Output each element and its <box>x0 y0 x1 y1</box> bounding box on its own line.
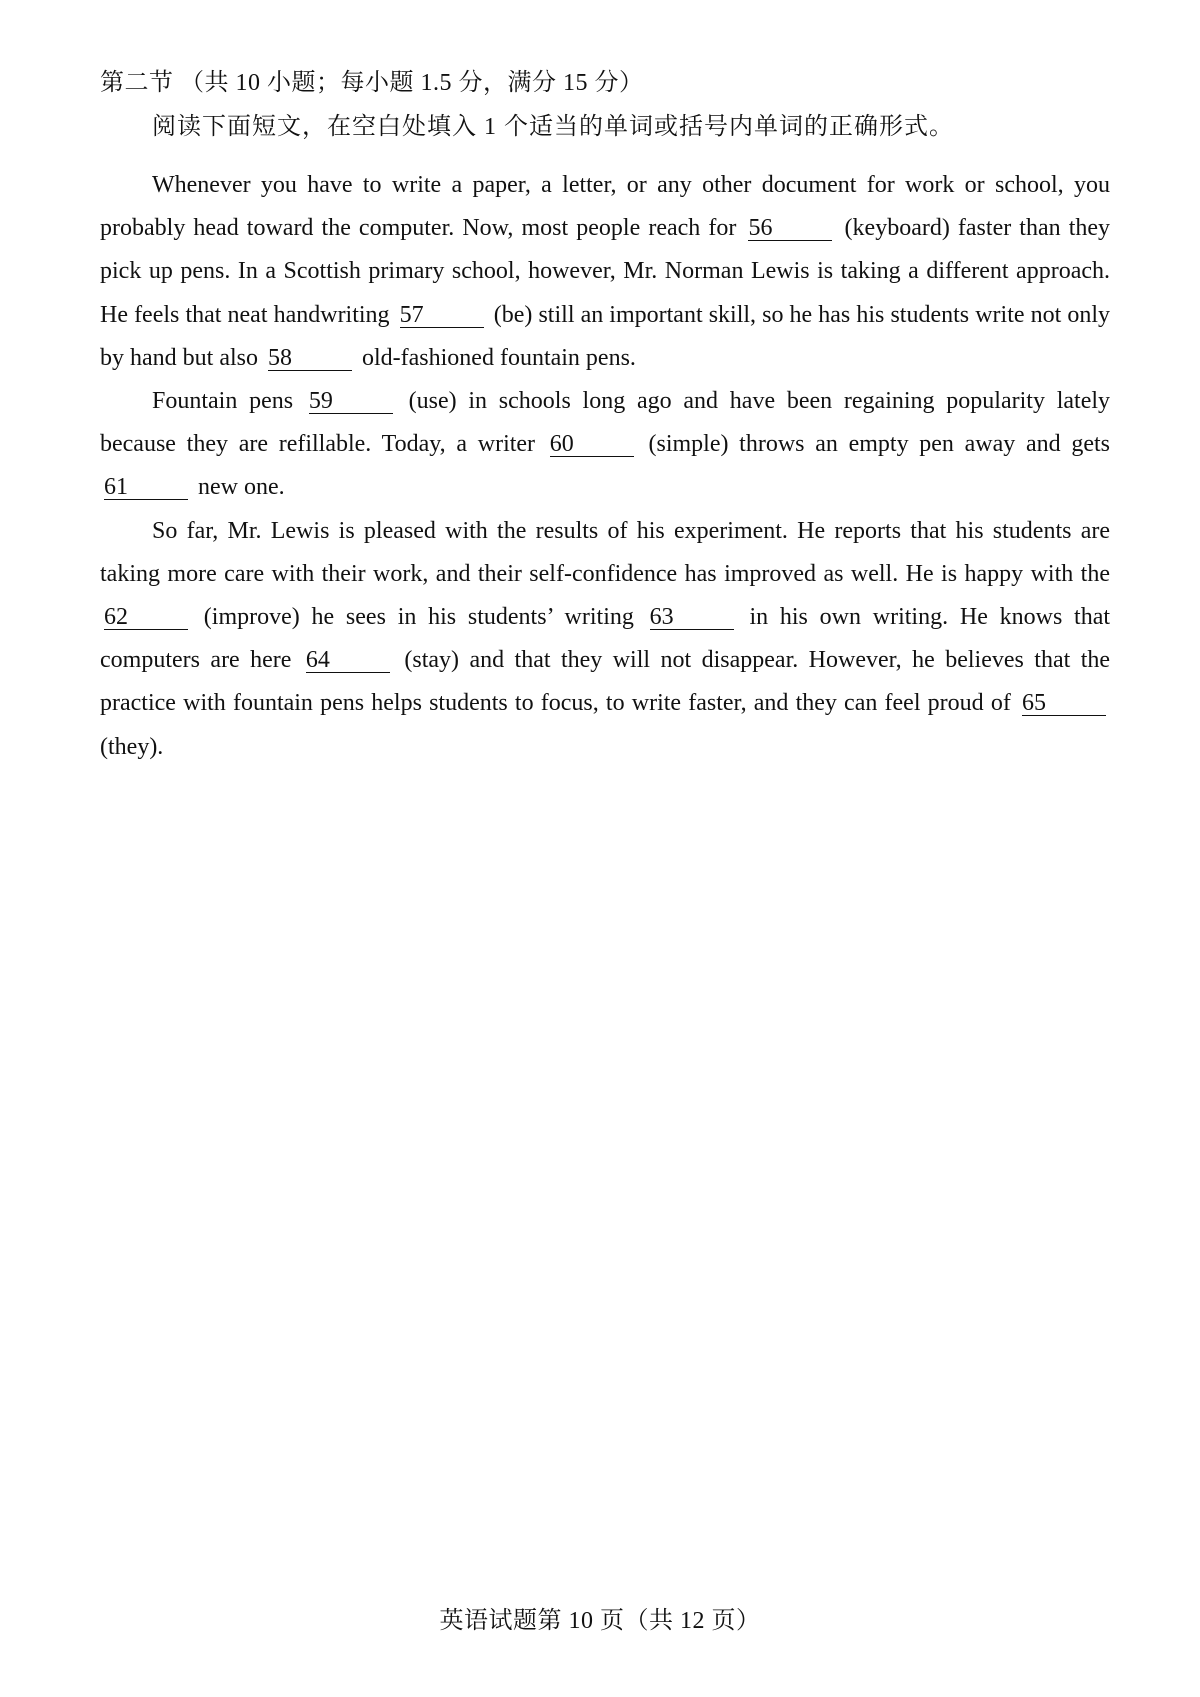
passage-text: (stay) and that they will not disappear. However, he believes that the practice with fountain pens helps students to focus, to write faster, and they can feel proud of <box>100 647 1111 717</box>
passage-text: (use) in schools long ago and have been regaining popularity lately because they are refillable. Today, a writer <box>100 388 1111 458</box>
passage-text: Fountain pens <box>152 388 294 415</box>
passage-text: in his own writing. He knows that computers are here <box>100 604 1111 674</box>
passage-text: (simple) throws an empty pen away and gets <box>648 431 1111 458</box>
passage-text: (be) still an important skill, so he has his students write not only by hand but also <box>100 301 1111 371</box>
passage-text: new one. <box>198 474 285 501</box>
paragraph-1 <box>100 164 1110 380</box>
blank-61: 61 <box>104 475 188 500</box>
blank-63: 63 <box>650 605 734 630</box>
passage-text: (improve) he sees in his students’ writing <box>203 604 634 631</box>
passage-text: (keyboard) faster than they pick up pens. In a Scottish primary school, however, Mr. Norman Lewis is taking a different approach. He feels that neat handwriting <box>100 215 1111 328</box>
blank-57: 57 <box>400 303 484 328</box>
blank-60: 60 <box>550 432 634 457</box>
passage <box>100 164 1110 769</box>
blank-58: 58 <box>268 346 352 371</box>
passage-text: old-fashioned fountain pens. <box>361 344 636 371</box>
passage-text: (they). <box>100 733 164 760</box>
paragraph-3 <box>100 510 1110 769</box>
blank-56: 56 <box>748 216 832 241</box>
paragraph-2 <box>100 380 1110 510</box>
instruction-text: 阅读下面短文，在空白处填入 1 个适当的单词或括号内单词的正确形式。 <box>152 114 954 140</box>
passage-text: Whenever you have to write a paper, a letter, or any other document for work or school, you probably head toward the computer. Now, most people reach for <box>100 172 1110 242</box>
passage-text: So far, Mr. Lewis is pleased with the results of his experiment. He reports that his students are taking more care with their work, and their self-confidence has improved as well. He is happy with the <box>100 517 1110 587</box>
blank-62: 62 <box>104 605 188 630</box>
blank-59: 59 <box>309 389 393 414</box>
blank-65: 65 <box>1022 691 1106 716</box>
section-title: 第二节 （共 10 小题；每小题 1.5 分，满分 15 分） <box>100 70 644 96</box>
blank-64: 64 <box>306 648 390 673</box>
page-footer: 英语试题第 10 页（共 12 页） <box>439 1608 761 1634</box>
